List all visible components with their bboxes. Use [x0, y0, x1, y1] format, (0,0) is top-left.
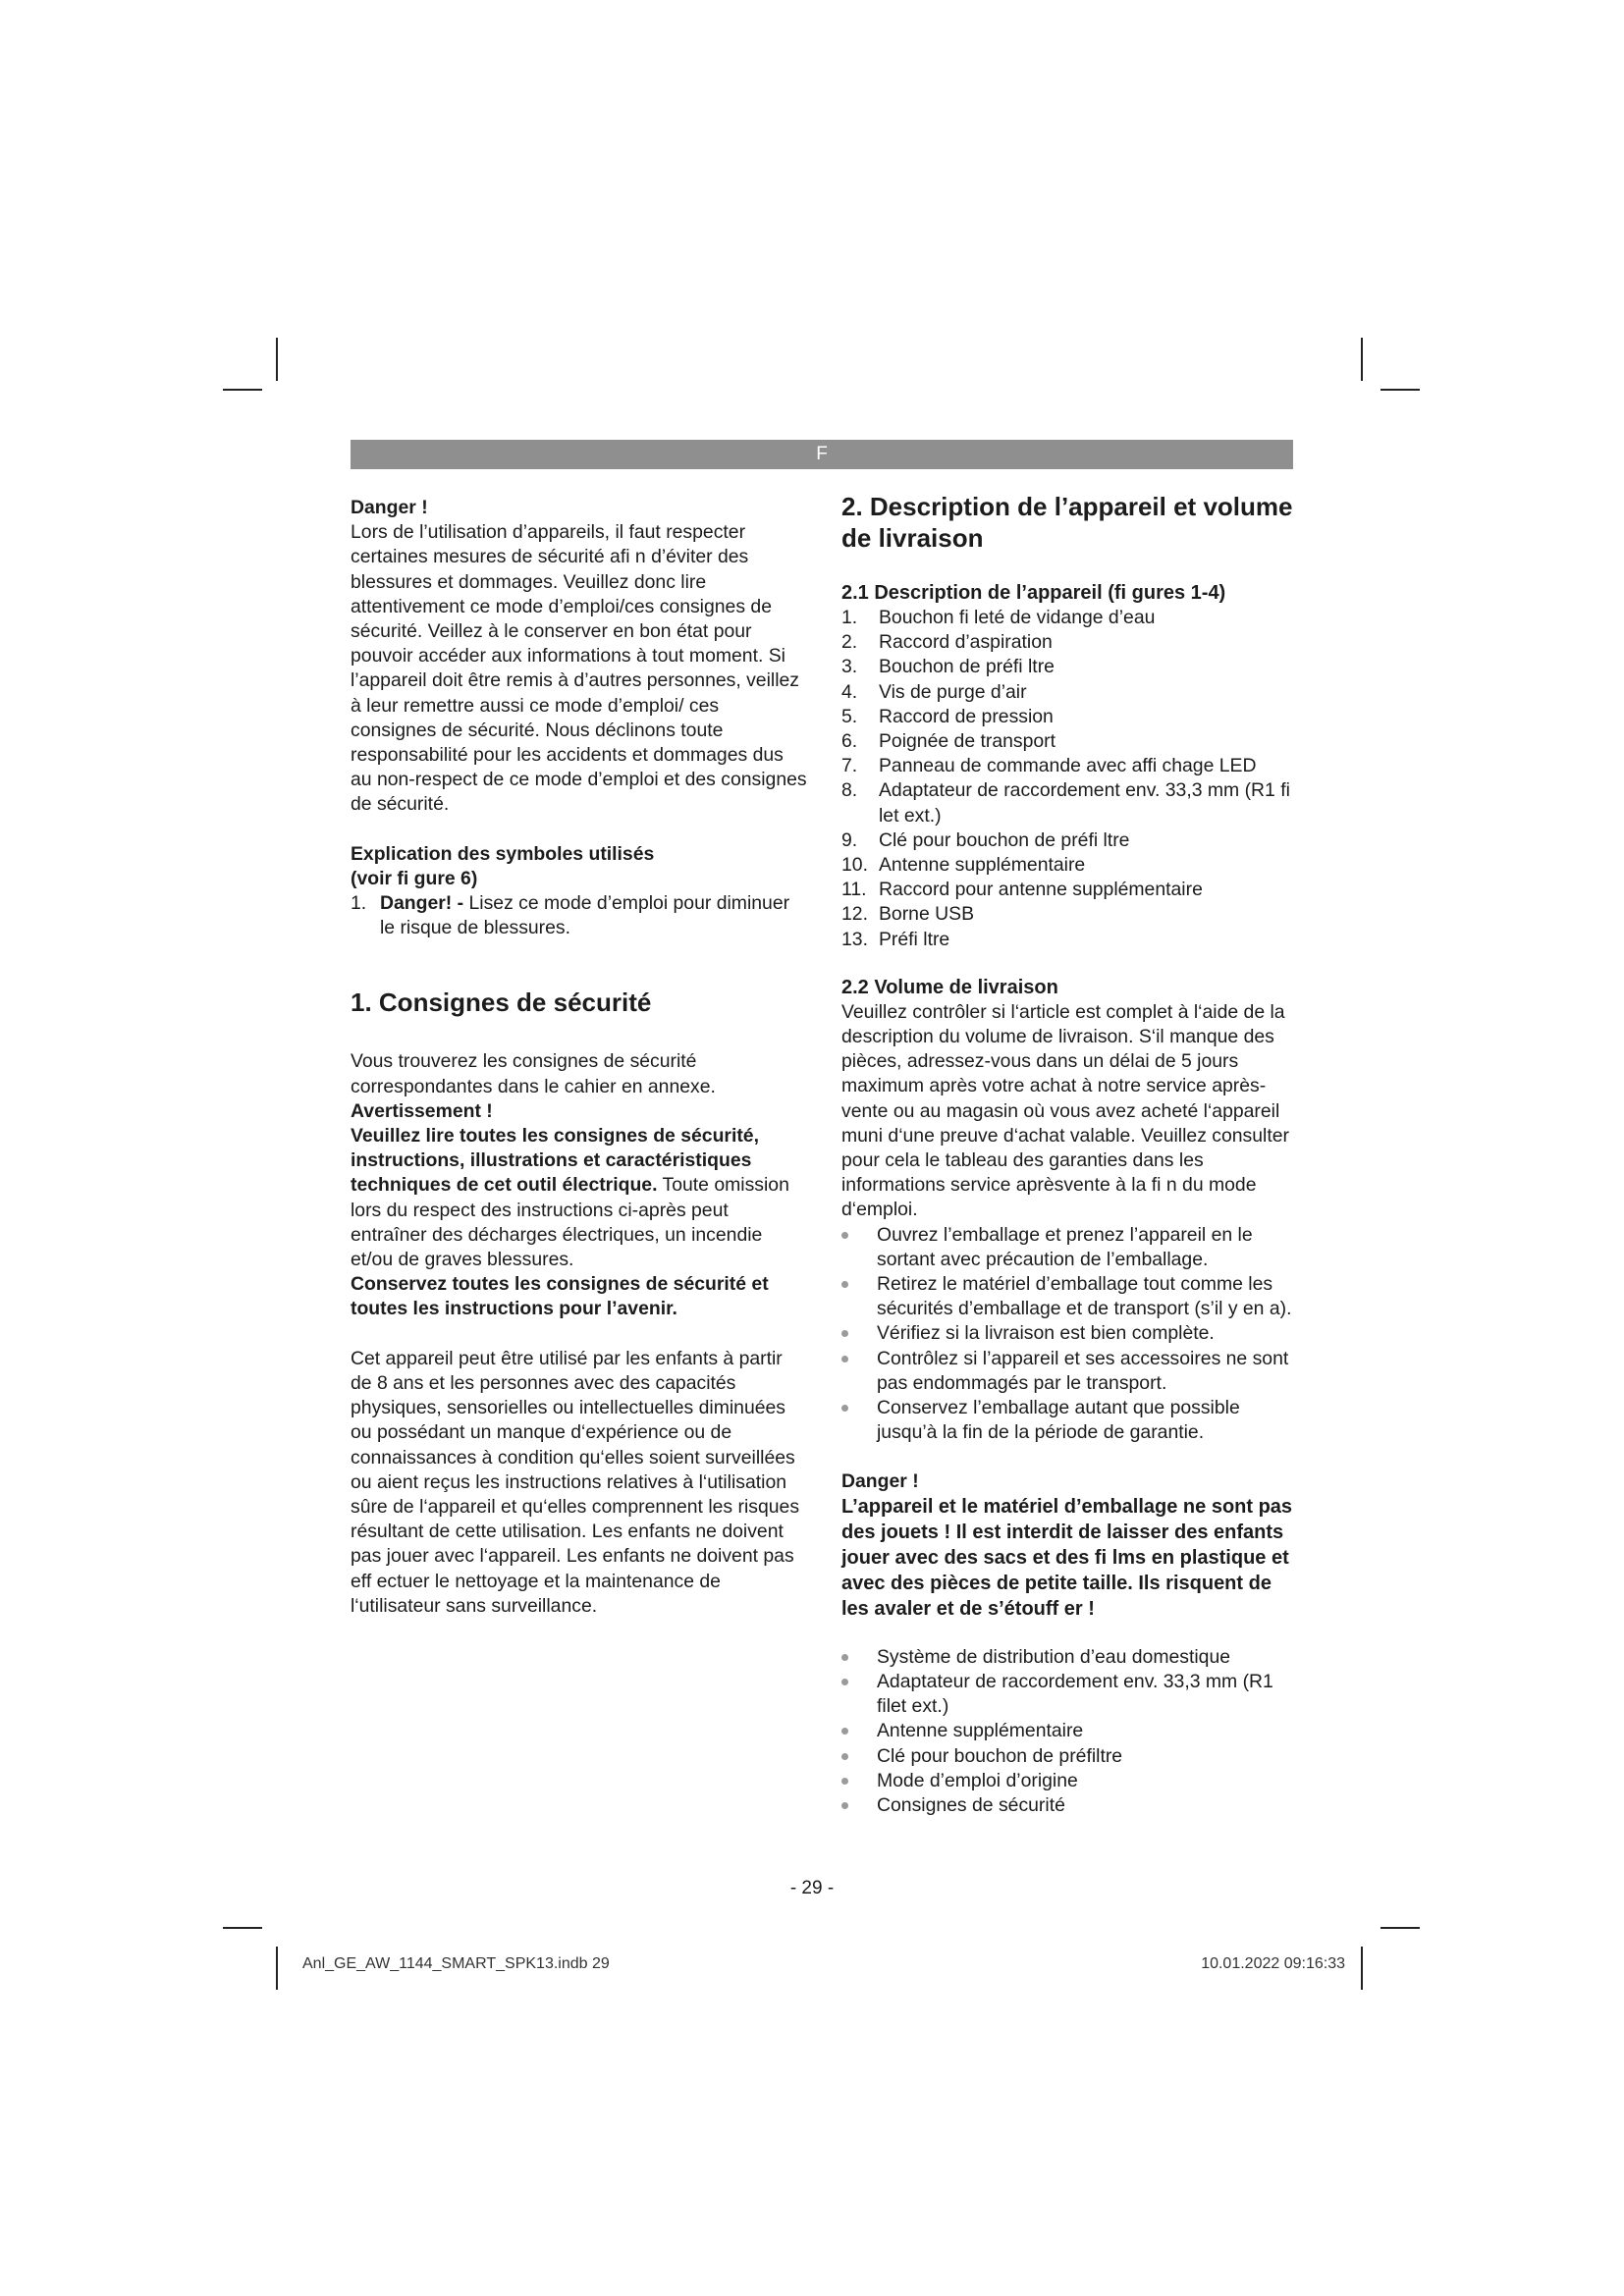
symbols-item-label: Danger! -: [380, 892, 464, 915]
bullet-icon: [841, 1405, 848, 1412]
left-column: [351, 496, 808, 1619]
danger-paragraph: Lors de l’utilisation d’appareils, il faut respecter certaines mesures de sécurité afi n d’éviter des blessures et dommages. Veuillez donc lire attentivement ce mode d’emploi/ces consignes de sécurité. Veillez à le conserver en bon état pour pouvoir accéder aux informations à tout moment. Si l’appareil doit être remis à d’autres personnes, veillez à leur remettre aussi ce mode d’emploi/ ces consignes de sécurité. Nous déclinons toute responsabilité pour les accidents et dommages dus au non-respect de ce mode d’emploi et des consignes de sécurité.: [351, 521, 807, 816]
footer-timestamp: 10.01.2022 09:16:33: [1201, 1955, 1345, 1972]
symbols-item-number: 1.: [351, 892, 367, 915]
crop-mark: [1380, 389, 1420, 391]
bullet-icon: [841, 1778, 848, 1785]
list-item: Clé pour bouchon de préfiltre: [841, 1744, 1299, 1769]
list-item: 7. Panneau de commande avec affi chage LED: [841, 755, 1257, 777]
symbols-item-text: Lisez ce mode d’emploi pour diminuer le risque de blessures.: [380, 892, 790, 939]
list-item: Mode d’emploi d’origine: [841, 1769, 1299, 1793]
list-item: 3. Bouchon de préfi ltre: [841, 656, 1055, 678]
bullet-icon: [841, 1753, 848, 1760]
bullet-icon: [841, 1232, 848, 1239]
warning-text: Toute omission lors du respect des instructions ci-après peut entraîner des décharges électriques, un incendie et/ou de graves blessures.: [351, 1174, 789, 1271]
right-column: [841, 491, 1299, 1818]
section-2-1-title: 2.1 Description de l’appareil (fi gures 1-4): [841, 582, 1226, 604]
language-header-bar: [351, 440, 1293, 469]
list-item: Vérifiez si la livraison est bien complète.: [841, 1321, 1299, 1346]
list-item: Contrôlez si l’appareil et ses accessoires ne sont pas endommagés par le transport.: [841, 1347, 1299, 1396]
list-item: Retirez le matériel d’emballage tout comme les sécurités d’emballage et de transport (s’il y en a).: [841, 1272, 1299, 1321]
list-item: 11. Raccord pour antenne supplémentaire: [841, 879, 1203, 901]
list-item: Antenne supplémentaire: [841, 1719, 1299, 1743]
warning-bold-text: Veuillez lire toutes les consignes de sécurité, instructions, illustrations et caractéristiques techniques de cet outil électrique.: [351, 1125, 759, 1197]
danger-heading-2: Danger !: [841, 1469, 919, 1492]
crop-mark: [276, 338, 278, 381]
keep-instructions-text: Conservez toutes les consignes de sécurité et toutes les instructions pour l’avenir.: [351, 1273, 769, 1320]
contents-list: [841, 1645, 1299, 1818]
danger-heading: Danger !: [351, 497, 428, 518]
list-item: 2. Raccord d’aspiration: [841, 631, 1053, 654]
bullet-icon: [841, 1679, 848, 1685]
list-item: 10. Antenne supplémentaire: [841, 854, 1086, 877]
list-item: 12. Borne USB: [841, 903, 975, 926]
list-item: 4. Vis de purge d’air: [841, 680, 1027, 703]
section-1-title: 1. Consignes de sécurité: [351, 988, 652, 1018]
bullet-icon: [841, 1281, 848, 1288]
list-item: 9. Clé pour bouchon de préfi ltre: [841, 828, 1130, 851]
section-1-intro: Vous trouverez les consignes de sécurité correspondantes dans le cahier en annexe.: [351, 1050, 716, 1097]
language-label: F: [816, 444, 828, 464]
symbols-item: [351, 891, 808, 940]
parts-list: [841, 606, 1299, 952]
list-item: Ouvrez l’emballage et prenez l’appareil en le sortant avec précaution de l’emballage.: [841, 1223, 1299, 1272]
section-2-title: 2. Description de l’appareil et volume de livraison: [841, 492, 1293, 553]
warning-paragraph: [351, 1124, 808, 1272]
danger-warning-text: L’appareil et le matériel d’emballage ne sont pas des jouets ! Il est interdit de laisser des enfants jouer avec des sacs et des fi lms en plastique et avec des pièces de petite taille. Ils risquent de les avaler et de s’étouff er !: [841, 1495, 1293, 1620]
bullet-icon: [841, 1330, 848, 1337]
list-item: Consignes de sécurité: [841, 1793, 1299, 1818]
page-number: - 29 -: [789, 1878, 835, 1898]
footer-file-info: Anl_GE_AW_1144_SMART_SPK13.indb 29: [302, 1955, 610, 1972]
bullet-icon: [841, 1356, 848, 1362]
delivery-paragraph: Veuillez contrôler si l‘article est complet à l‘aide de la description du volume de livraison. S‘il manque des pièces, adressez-vous dans un délai de 5 jours maximum après votre achat à notre service après-vente ou au magasin où vous avez acheté l‘appareil muni d‘une preuve d‘achat valable. Veuillez consulter pour cela le tableau des garanties dans les informations service aprèsvente à la fi n du mode d‘emploi.: [841, 1000, 1289, 1221]
section-2-2-title: 2.2 Volume de livraison: [841, 976, 1058, 998]
bullet-icon: [841, 1802, 848, 1809]
crop-mark: [276, 1947, 278, 1990]
list-item: 1. Bouchon fi leté de vidange d’eau: [841, 607, 1156, 628]
bullet-icon: [841, 1728, 848, 1735]
list-item: Adaptateur de raccordement env. 33,3 mm (R1 filet ext.): [841, 1670, 1299, 1719]
crop-mark: [1361, 338, 1363, 381]
symbols-subheading: (voir fi gure 6): [351, 867, 478, 889]
list-item: Conservez l’emballage autant que possible jusqu’à la fin de la période de garantie.: [841, 1396, 1299, 1445]
crop-mark: [223, 1927, 262, 1929]
symbols-heading: Explication des symboles utilisés: [351, 842, 655, 865]
list-item: Système de distribution d’eau domestique: [841, 1645, 1299, 1670]
crop-mark: [1361, 1947, 1363, 1990]
bullet-icon: [841, 1654, 848, 1661]
crop-mark: [1380, 1927, 1420, 1929]
check-list: [841, 1223, 1299, 1446]
list-item: 6. Poignée de transport: [841, 730, 1056, 753]
list-item: 5. Raccord de pression: [841, 705, 1054, 727]
children-paragraph: Cet appareil peut être utilisé par les enfants à partir de 8 ans et les personnes avec des capacités physiques, sensorielles ou intellectuelles diminuées ou possédant un manque d‘expérience ou de connaissances à condition qu‘elles soient surveillées ou aient reçus les instructions relatives à l‘utilisation sûre de l‘appareil et qu‘elles comprennent les risques résultant de cette utilisation. Les enfants ne doivent pas jouer avec l‘appareil. Les enfants ne doivent pas eff ectuer le nettoyage et la maintenance de l‘utilisateur sans surveillance.: [351, 1347, 800, 1617]
list-item: 8. Adaptateur de raccordement env. 33,3 mm (R1 fi let ext.): [841, 779, 1290, 827]
warning-heading: Avertissement !: [351, 1099, 493, 1122]
crop-mark: [223, 389, 262, 391]
list-item: 13. Préfi ltre: [841, 928, 950, 950]
